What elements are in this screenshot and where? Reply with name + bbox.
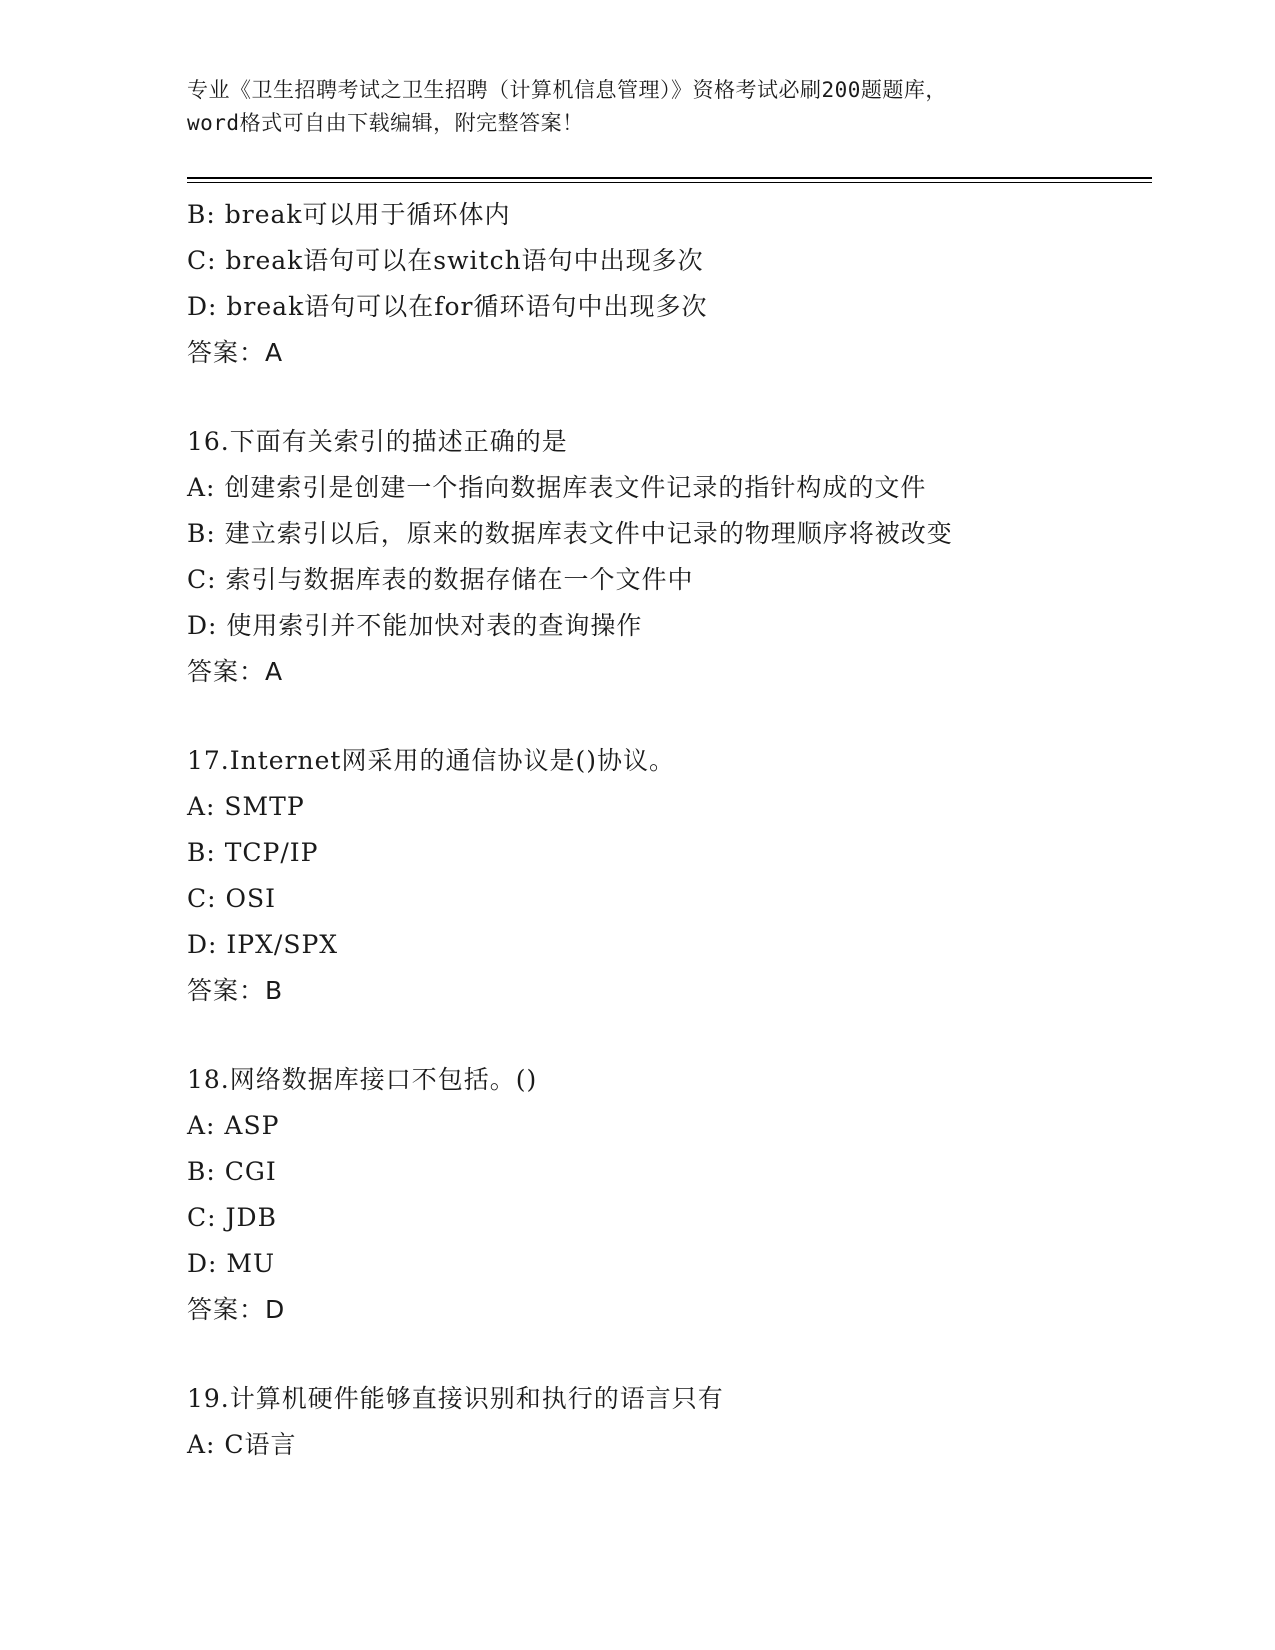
option-d: D: IPX/SPX [187, 930, 339, 959]
header-title-line-1: 专业《卫生招聘考试之卫生招聘（计算机信息管理）》资格考试必刷200题题库， [187, 78, 947, 102]
answer-line: 答案：D [187, 1295, 286, 1324]
question-19 [187, 1376, 1147, 1468]
spacer [187, 1014, 1147, 1057]
question-17 [187, 738, 1147, 1014]
question-18 [187, 1057, 1147, 1333]
answer-line: 答案：A [187, 338, 284, 367]
question-stem: 16.下面有关索引的描述正确的是 [187, 427, 568, 456]
option-a: A: 创建索引是创建一个指向数据库表文件记录的指针构成的文件 [187, 473, 927, 502]
option-d: D: MU [187, 1249, 276, 1278]
option-b: B: 建立索引以后，原来的数据库表文件中记录的物理顺序将被改变 [187, 519, 953, 548]
header-divider-thick [187, 177, 1152, 179]
header-divider-thin [187, 182, 1152, 183]
spacer [187, 695, 1147, 738]
question-stem: 19.计算机硬件能够直接识别和执行的语言只有 [187, 1384, 724, 1413]
question-list [187, 192, 1147, 1468]
question-16 [187, 419, 1147, 695]
option-a: A: C语言 [187, 1430, 297, 1459]
question-stem: 18.网络数据库接口不包括。() [187, 1065, 538, 1094]
option-a: A: SMTP [187, 792, 305, 821]
question-stem: 17.Internet网采用的通信协议是()协议。 [187, 746, 675, 775]
option-a: A: ASP [187, 1111, 280, 1140]
option-b: B: TCP/IP [187, 838, 319, 867]
question-15-continued [187, 192, 1147, 376]
answer-line: 答案：A [187, 657, 284, 686]
spacer [187, 1333, 1147, 1376]
spacer [187, 376, 1147, 419]
option-d: D: break语句可以在for循环语句中出现多次 [187, 292, 708, 321]
option-c: C: 索引与数据库表的数据存储在一个文件中 [187, 565, 694, 594]
option-b: B: CGI [187, 1157, 277, 1186]
option-c: C: OSI [187, 884, 276, 913]
option-c: C: break语句可以在switch语句中出现多次 [187, 246, 704, 275]
option-d: D: 使用索引并不能加快对表的查询操作 [187, 611, 643, 640]
option-c: C: JDB [187, 1203, 277, 1232]
answer-line: 答案：B [187, 976, 284, 1005]
header-title-line-2: word格式可自由下载编辑，附完整答案！ [187, 111, 584, 135]
option-b: B: break可以用于循环体内 [187, 200, 511, 229]
document-header [187, 74, 1087, 140]
